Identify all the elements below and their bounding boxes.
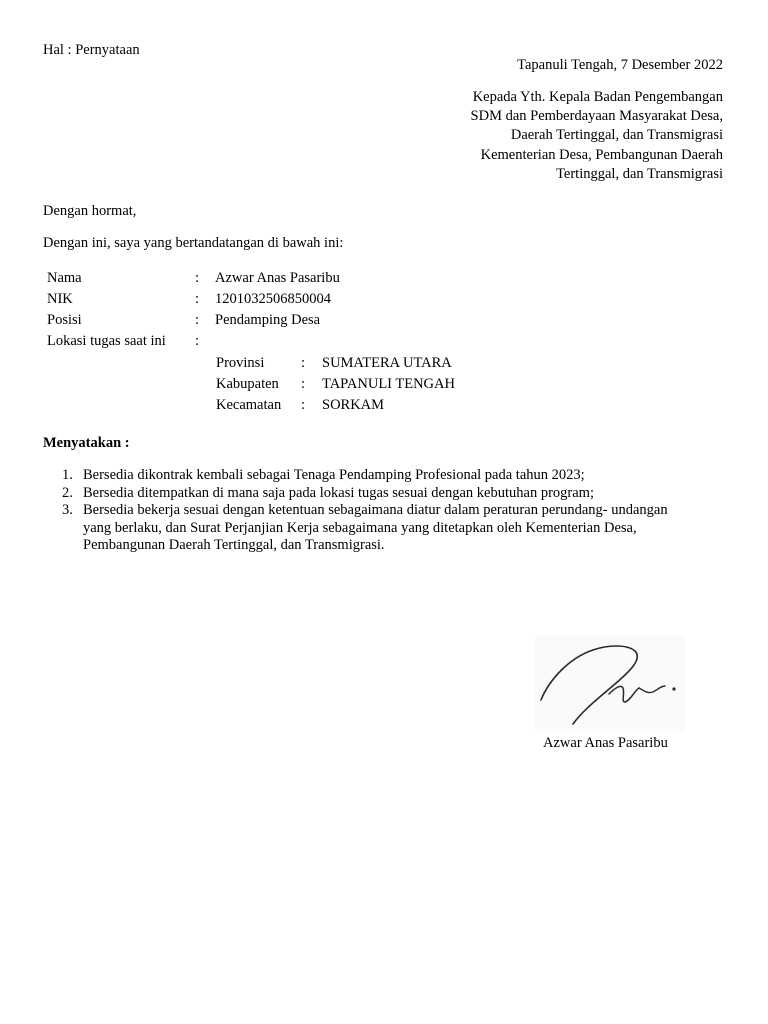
list-item-text: Pembangunan Daerah Tertinggal, dan Transmigrasi.: [83, 537, 385, 554]
intro-text: Dengan ini, saya yang bertandatangan di bawah ini:: [43, 235, 344, 251]
statement-list: [62, 467, 722, 555]
location-value-district: SORKAM: [322, 397, 385, 413]
list-item-text: Bersedia bekerja sesuai dengan ketentuan sebagaimana diatur dalam peraturan perundang- undangan: [83, 502, 668, 519]
location-label-district: Kecamatan: [216, 397, 282, 413]
list-number: 2.: [62, 484, 73, 501]
identity-label-position: Posisi: [47, 312, 82, 328]
recipient-line: Daerah Tertinggal, dan Transmigrasi: [510, 127, 723, 144]
list-item-text: Bersedia dikontrak kembali sebagai Tenaga Pendamping Profesional pada tahun 2023;: [83, 467, 585, 483]
identity-label-nik: NIK: [47, 291, 73, 307]
place-date: Tapanuli Tengah, 7 Desember 2022: [517, 57, 723, 73]
identity-colon: :: [195, 312, 200, 328]
recipient-line: Kepada Yth. Kepala Badan Pengembangan: [472, 89, 723, 105]
location-value-regency: TAPANULI TENGAH: [322, 376, 455, 392]
list-item: [62, 502, 722, 555]
recipient-line: SDM dan Pemberdayaan Masyarakat Desa,: [470, 108, 723, 125]
location-colon: :: [301, 355, 306, 371]
identity-colon: :: [195, 291, 200, 307]
list-item-text: yang berlaku, dan Surat Perjanjian Kerja sebagaimana yang ditetapkan oleh Kementerian Desa,: [83, 519, 637, 536]
identity-colon: :: [195, 333, 200, 349]
location-colon: :: [301, 376, 306, 392]
list-item: [62, 467, 722, 485]
location-colon: :: [301, 397, 306, 413]
statement-heading: Menyatakan :: [43, 435, 130, 451]
location-label-province: Provinsi: [216, 355, 265, 371]
handwritten-signature: [535, 636, 685, 731]
list-item: [62, 485, 722, 503]
recipient-block: [471, 88, 723, 184]
list-number: 3.: [62, 502, 73, 519]
recipient-line: Tertinggal, dan Transmigrasi: [556, 165, 723, 182]
signer-name: Azwar Anas Pasaribu: [543, 735, 668, 751]
greeting: Dengan hormat,: [43, 203, 137, 219]
identity-label-name: Nama: [47, 270, 82, 286]
letter-subject: Hal : Pernyataan: [43, 42, 140, 58]
location-label-regency: Kabupaten: [216, 376, 279, 392]
list-number: 1.: [62, 467, 73, 483]
identity-colon: :: [195, 270, 200, 286]
identity-label-location: Lokasi tugas saat ini: [47, 333, 166, 349]
identity-value-nik: 1201032506850004: [215, 291, 331, 307]
recipient-line: Kementerian Desa, Pembangunan Daerah: [480, 146, 723, 163]
identity-value-name: Azwar Anas Pasaribu: [215, 270, 340, 286]
location-value-province: SUMATERA UTARA: [322, 355, 452, 371]
identity-value-position: Pendamping Desa: [215, 312, 321, 328]
list-item-text: Bersedia ditempatkan di mana saja pada lokasi tugas sesuai dengan kebutuhan program;: [83, 484, 594, 501]
